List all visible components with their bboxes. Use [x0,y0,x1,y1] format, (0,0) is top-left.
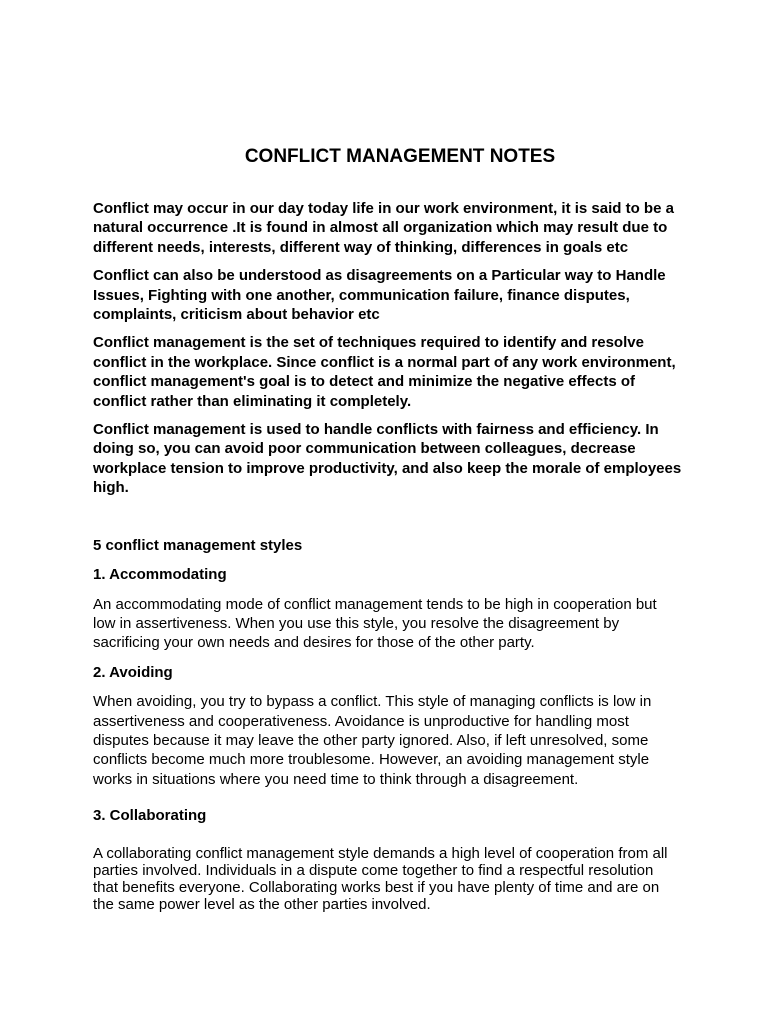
intro-paragraph-3: Conflict management is the set of techniques required to identify and resolve conflict in the workplace. Since conflict is a normal part of any work environment, conflict management's goal is to detect and minimize the negative effects of conflict rather than eliminating it completely. [93,334,676,410]
style-text-collaborating: A collaborating conflict management style demands a high level of cooperation from all parties involved. Individuals in a dispute come together to find a respectful resolution that benefits everyone. Collaborating works best if you have plenty of time and are on the same power level as the other parties involved. [93,844,668,913]
style-text-accommodating: An accommodating mode of conflict management tends to be high in cooperation but low in assertiveness. When you use this style, you resolve the disagreement by sacrificing your own needs and desires for those of the other party. [93,595,657,652]
style-heading-avoiding: 2. Avoiding [93,663,173,681]
styles-heading: 5 conflict management styles [93,536,303,554]
intro-paragraph-2: Conflict can also be understood as disagreements on a Particular way to Handle Issues, Fighting with one another, communication failure, finance disputes, complaints, criticism about behavior etc [93,267,666,324]
intro-paragraph-1: Conflict may occur in our day today life in our work environment, it is said to be a natural occurrence .It is found in almost all organization which may result due to different needs, interests, different way of thinking, differences in goals etc [93,200,674,256]
document-body [93,199,683,913]
document-title: CONFLICT MANAGEMENT NOTES [244,146,556,167]
style-text-avoiding: When avoiding, you try to bypass a conflict. This style of managing conflicts is low in assertiveness and cooperativeness. Avoidance is unproductive for handling most disputes because it may leave the other party ignored. Also, if left unresolved, some conflicts become much more troublesome. However, an avoiding management style works in situations where you need time to think through a disagreement. [93,693,652,788]
style-heading-collaborating: 3. Collaborating [93,807,207,825]
style-heading-accommodating: 1. Accommodating [93,566,227,584]
intro-paragraph-4: Conflict management is used to handle conflicts with fairness and efficiency. In doing so, you can avoid poor communication between colleagues, decrease workplace tension to improve productivity, and also keep the morale of employees high. [93,421,682,497]
